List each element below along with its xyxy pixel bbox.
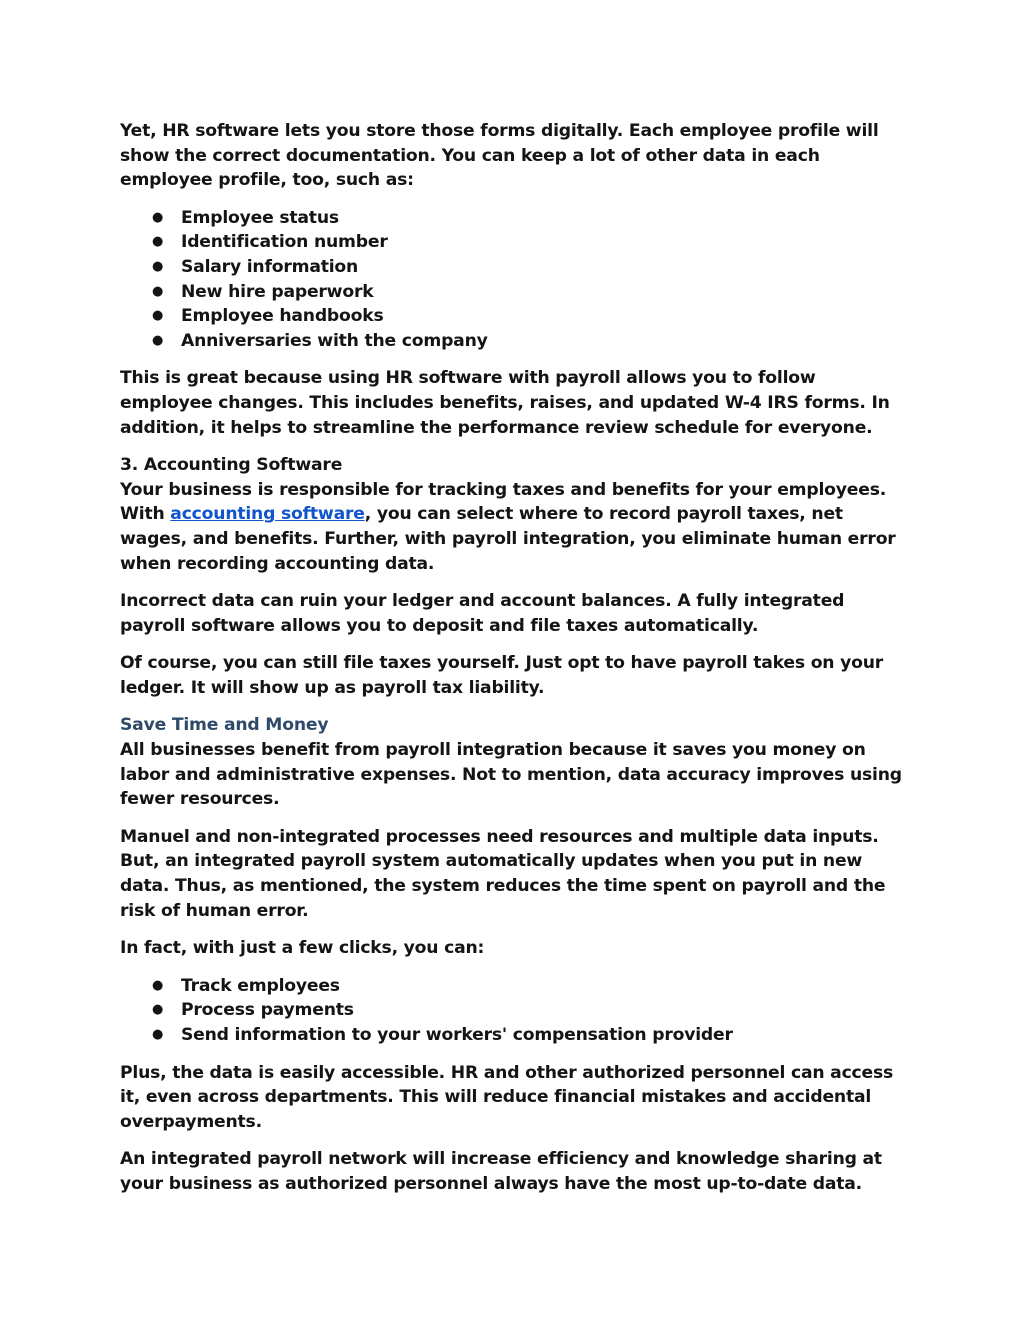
- list-item: [152, 230, 910, 255]
- bullet-icon: ●: [152, 283, 164, 299]
- list-item-text: Salary information: [181, 256, 359, 277]
- accounting-paragraph-rest: , you can select where to record payroll taxes, net wages, and benefits. Further, with payroll integration, you eliminate human error when recording accounting data.: [120, 504, 896, 574]
- list-item-text: Identification number: [181, 232, 388, 253]
- bullet-icon: ●: [152, 234, 164, 250]
- list-item-text: New hire paperwork: [181, 281, 374, 302]
- list-item-text: Employee handbooks: [181, 306, 384, 327]
- list-item-text: Employee status: [181, 207, 339, 228]
- list-item-text: Process payments: [181, 1000, 354, 1021]
- bullet-icon: ●: [152, 977, 164, 993]
- list-item: [152, 329, 910, 354]
- list-item-text: Send information to your workers' compensation provider: [181, 1025, 733, 1045]
- document-page: [120, 119, 910, 1210]
- clicks-list: [120, 974, 910, 1048]
- list-item: [152, 255, 910, 280]
- list-item-text: Track employees: [181, 975, 340, 996]
- list-item: [152, 304, 910, 329]
- accessible-paragraph: Plus, the data is easily accessible. HR and other authorized personnel can access it, even across departments. This will reduce financial mistakes and accidental overpayments.: [120, 1062, 894, 1132]
- accounting-paragraph: [120, 478, 910, 576]
- list-item-text: Anniversaries with the company: [181, 330, 488, 351]
- list-item: [152, 974, 910, 999]
- bullet-icon: ●: [152, 1002, 164, 1018]
- list-item: [152, 998, 910, 1023]
- accounting-paragraph-line1: Your business is responsible for tracking taxes and benefits for your employees.: [120, 479, 887, 500]
- list-item: [152, 206, 910, 231]
- benefits-paragraph: All businesses benefit from payroll integration because it saves you money on labor and administrative expenses. Not to mention, data accuracy improves using fewer resources.: [120, 740, 902, 810]
- ledger-paragraph: Incorrect data can ruin your ledger and account balances. A fully integrated payroll software allows you to deposit and file taxes automatically.: [120, 591, 845, 636]
- tax-paragraph: Of course, you can still file taxes yourself. Just opt to have payroll takes on your ledger. It will show up as payroll tax liability.: [120, 653, 884, 698]
- list-item: [152, 1023, 910, 1048]
- save-time-heading: Save Time and Money: [120, 715, 329, 736]
- accounting-software-link[interactable]: accounting software: [170, 504, 365, 525]
- bullet-icon: ●: [152, 209, 164, 225]
- bullet-icon: ●: [152, 258, 164, 274]
- intro-paragraph: Yet, HR software lets you store those forms digitally. Each employee profile will show the correct documentation. You can keep a lot of other data in each employee profile, too, such as:: [120, 121, 879, 191]
- list-item: [152, 280, 910, 305]
- bullet-icon: ●: [152, 308, 164, 324]
- clicks-paragraph: In fact, with just a few clicks, you can:: [120, 938, 485, 959]
- accounting-paragraph-with: With: [120, 504, 171, 525]
- efficiency-paragraph: An integrated payroll network will increase efficiency and knowledge sharing at your business as authorized personnel always have the most up-to-date data.: [120, 1149, 882, 1194]
- processes-paragraph: Manuel and non-integrated processes need resources and multiple data inputs. But, an integrated payroll system automatically updates when you put in new data. Thus, as mentioned, the system reduces the time spent on payroll and the risk of human error.: [120, 826, 886, 921]
- profile-data-list: [120, 206, 910, 354]
- hr-paragraph: This is great because using HR software with payroll allows you to follow employee changes. This includes benefits, raises, and updated W-4 IRS forms. In addition, it helps to streamline the performance review schedule for everyone.: [120, 368, 890, 438]
- accounting-heading: 3. Accounting Software: [120, 455, 343, 476]
- bullet-icon: ●: [152, 1027, 164, 1042]
- bullet-icon: ●: [152, 332, 164, 348]
